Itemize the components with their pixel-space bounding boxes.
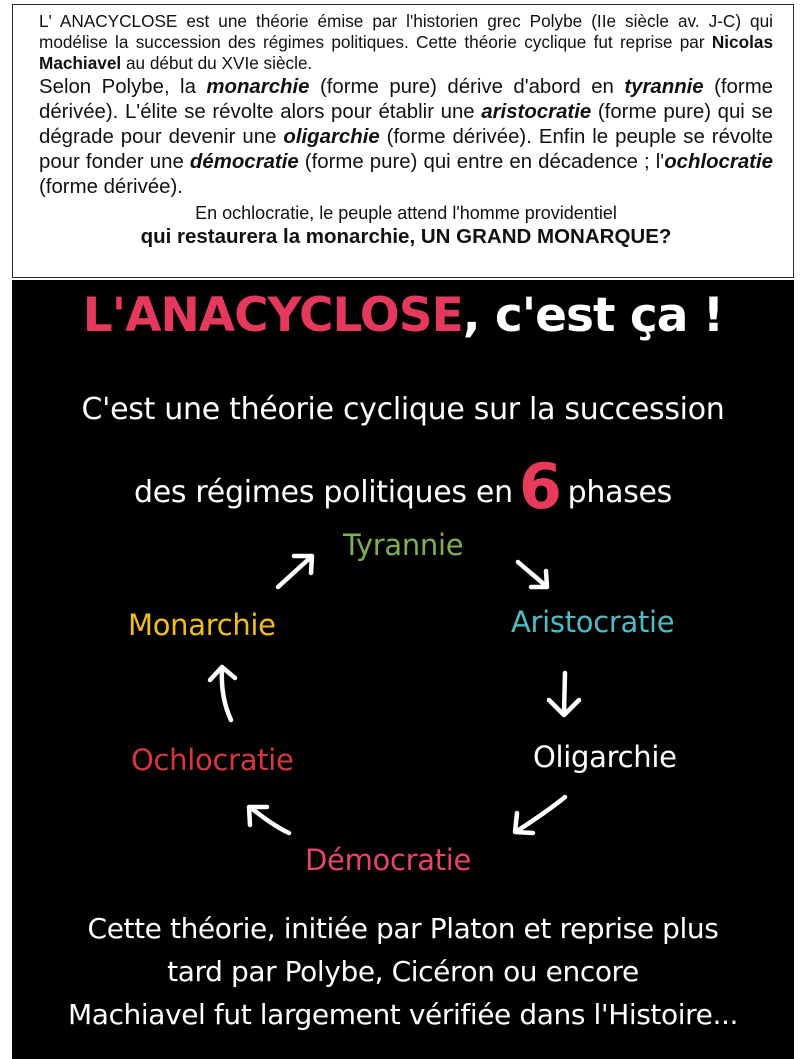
arrow-democratie-to-ochlocratie-icon — [249, 807, 289, 833]
arrow-aristocratie-to-oligarchie-icon — [549, 673, 579, 715]
providential-note: En ochlocratie, le peuple attend l'homme providentiel — [195, 203, 617, 223]
intro-paragraph — [39, 11, 773, 74]
term-ochlocratie: ochlocratie — [664, 151, 773, 173]
subtitle-pre: des régimes politiques en — [133, 475, 513, 510]
subtitle-post: phases — [567, 475, 673, 510]
intro-text-end: au début du XVIe siècle. — [121, 53, 313, 73]
theory-text: (forme pure) qui entre en décadence ; l' — [298, 151, 665, 173]
arrow-monarchie-to-tyrannie-icon — [278, 556, 312, 587]
arrow-tyrannie-to-aristocratie-icon — [518, 562, 547, 587]
theory-text: (forme dérivée). Enfin le peuple se révolte pour fonder une — [39, 126, 774, 173]
term-democratie: démocratie — [189, 151, 299, 173]
theory-text: Selon Polybe, la — [39, 76, 207, 98]
phase-monarchie: Monarchie — [128, 608, 276, 642]
headline-anacyclose: L'ANACYCLOSE — [82, 288, 463, 343]
grand-monarque-question: qui restaurera la monarchie, UN GRAND MONARQUE? — [140, 225, 672, 248]
description-panel — [12, 4, 794, 278]
theory-text-end: (forme dérivée). — [39, 176, 183, 198]
phase-tyrannie: Tyrannie — [343, 528, 464, 562]
phase-aristocratie: Aristocratie — [511, 605, 675, 639]
headline-cest-ca: , c'est ça ! — [462, 288, 724, 343]
intro-text: L' ANACYCLOSE est une théorie émise par l'historien grec Polybe (IIe siècle av. J-C) qui modélise la succession des régimes politiques. Cette théorie cyclique fut reprise par — [39, 11, 773, 52]
theory-text: (forme dérivée). L'élite se révolte alors pour établir une — [39, 76, 774, 123]
phase-oligarchie: Oligarchie — [533, 740, 677, 774]
theory-paragraph — [39, 75, 773, 200]
poster-subtitle-line1: C'est une théorie cyclique sur la succession — [81, 392, 725, 427]
anacyclose-poster — [12, 280, 794, 1059]
arrow-oligarchie-to-democratie-icon — [515, 797, 565, 833]
arrow-ochlocratie-to-monarchie-icon — [210, 667, 235, 720]
six-number: 6 — [518, 450, 562, 523]
phase-democratie: Démocratie — [305, 843, 472, 877]
footer-line3: Machiavel fut largement vérifiée dans l'Histoire... — [68, 998, 738, 1031]
theory-text: (forme pure) qui se dégrade pour devenir une — [39, 101, 773, 148]
footer-line2: tard par Polybe, Cicéron ou encore — [167, 955, 639, 988]
term-oligarchie: oligarchie — [283, 126, 380, 148]
term-tyrannie: tyrannie — [624, 76, 704, 98]
term-monarchie: monarchie — [206, 76, 310, 98]
footer-line1: Cette théorie, initiée par Platon et reprise plus — [87, 912, 719, 945]
machiavel-name: Nicolas Machiavel — [39, 32, 773, 73]
theory-text: (forme pure) dérive d'abord en — [309, 76, 625, 98]
phase-ochlocratie: Ochlocratie — [131, 743, 294, 777]
term-aristocratie: aristocratie — [481, 101, 592, 123]
